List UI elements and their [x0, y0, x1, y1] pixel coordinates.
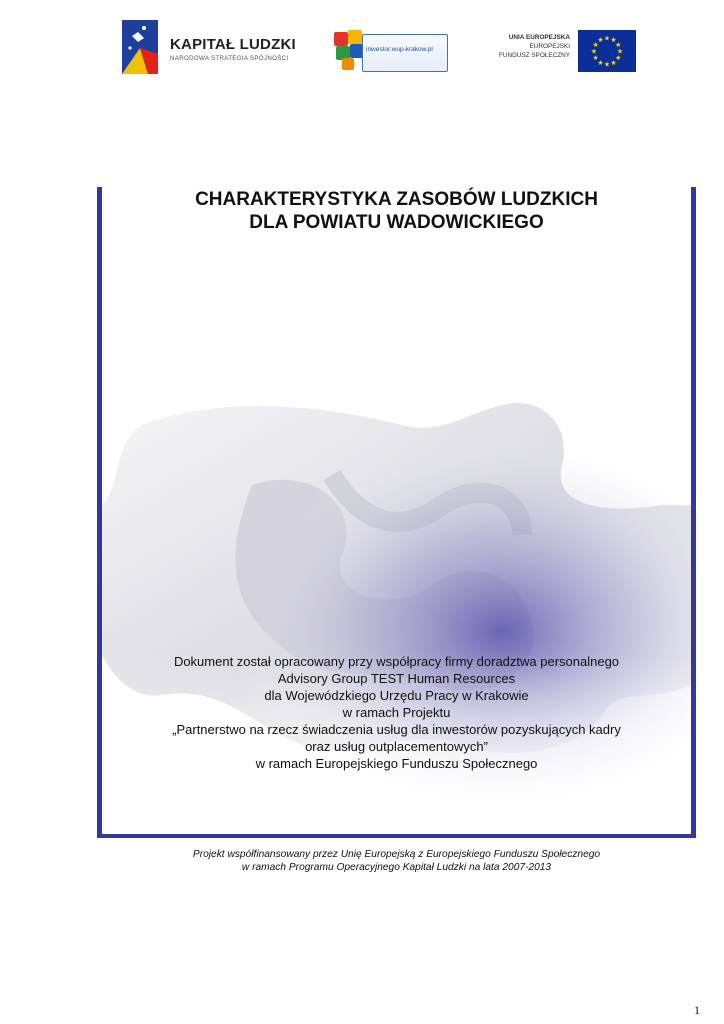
eu-star-icon: ★ [610, 59, 617, 67]
frame-right-border [691, 187, 696, 837]
kapital-ludzki-logo [118, 18, 304, 78]
page-number: 1 [694, 1003, 700, 1017]
eu-star-icon: ★ [590, 48, 598, 56]
eu-star-icon: ★ [592, 42, 599, 49]
frame-bottom-border [97, 834, 696, 838]
body-line: dla Wojewódzkiego Urzędu Pracy w Krakowie [264, 688, 529, 703]
eu-line-1: UNIA EUROPEJSKA [508, 34, 570, 41]
title-line: CHARAKTERYSTYKA ZASOBÓW LUDZKICH [195, 189, 598, 210]
eu-star-icon: ★ [615, 55, 622, 62]
inwestor-url: inwestor.wup-krakow.pl [366, 46, 433, 53]
logo-bar [0, 18, 724, 78]
kapital-ludzki-subtitle: NARODOWA STRATEGIA SPÓJNOŚCI [170, 55, 289, 62]
eu-flag-icon [578, 30, 636, 72]
eu-star-icon: ★ [610, 37, 617, 45]
eu-line-3: FUNDUSZ SPOŁECZNY [498, 52, 570, 59]
kapital-ludzki-logo-icon [118, 18, 168, 78]
eu-star-icon: ★ [615, 42, 622, 49]
document-body [102, 653, 691, 772]
title-line: DLA POWIATU WADOWICKIEGO [249, 212, 544, 233]
body-line: Advisory Group TEST Human Resources [277, 671, 516, 686]
body-line: w ramach Projektu [342, 705, 451, 720]
kapital-ludzki-title: KAPITAŁ LUDZKI [170, 36, 296, 53]
eu-star-icon: ★ [597, 37, 604, 45]
eu-star-icon: ★ [603, 61, 611, 69]
inwestor-logo [330, 26, 448, 74]
eu-star-icon: ★ [592, 55, 599, 62]
body-line: w ramach Europejskiego Funduszu Społecznego [255, 756, 538, 771]
footer-line: w ramach Programu Operacyjnego Kapitał Ludzki na lata 2007-2013 [241, 862, 552, 873]
eu-line-2: EUROPEJSKI [529, 43, 570, 50]
eu-star-icon: ★ [597, 59, 604, 67]
eu-star-icon: ★ [616, 48, 624, 56]
inwestor-banner [362, 34, 448, 72]
eu-logo [486, 26, 636, 82]
document-title [102, 188, 691, 234]
footer-line: Projekt współfinansowany przez Unię Europejską z Europejskiego Funduszu Społecznego [192, 849, 601, 860]
body-line: oraz usług outplacementowych” [305, 739, 488, 754]
document-footer [102, 848, 691, 874]
body-line: „Partnerstwo na rzecz świadczenia usług dla inwestorów pozyskujących kadry [172, 722, 621, 737]
eu-star-icon: ★ [603, 35, 611, 43]
body-line: Dokument został opracowany przy współpracy firmy doradztwa personalnego [173, 654, 620, 669]
